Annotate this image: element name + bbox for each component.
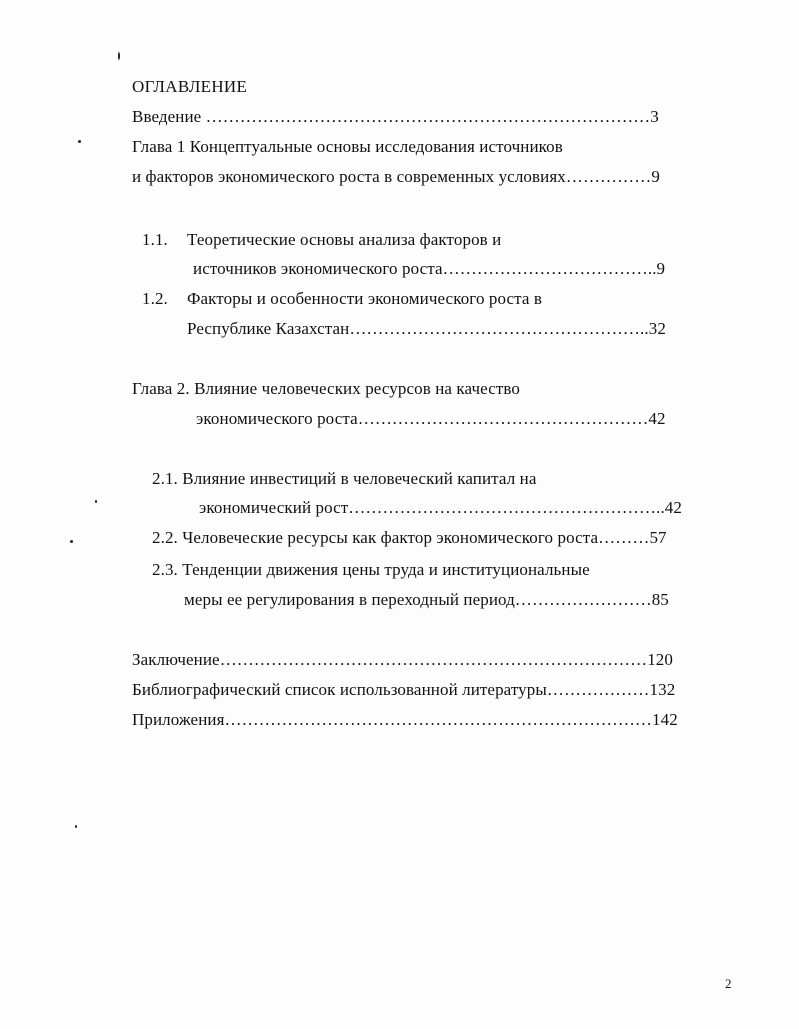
toc-section-number: 1.2. (142, 289, 168, 308)
toc-entry-section-1-1-line2: источников экономического роста………………………………..9 (193, 259, 666, 278)
toc-entry-section-2-1-line1: 2.1. Влияние инвестиций в человеческий капитал на (152, 469, 537, 488)
toc-entry-section-2-3-line1: 2.3. Тенденции движения цены труда и институциональные (152, 560, 590, 579)
scan-speck (70, 540, 73, 543)
toc-entry-chapter1-line2: и факторов экономического роста в современных условиях……………9 (132, 167, 660, 186)
scan-speck (95, 500, 97, 503)
toc-section-number: 1.1. (142, 230, 168, 249)
page-title: ОГЛАВЛЕНИЕ (132, 77, 248, 96)
toc-entry-section-2-3-line2: меры ее регулирования в переходный период……………………85 (184, 590, 669, 609)
scan-speck (75, 825, 77, 828)
scan-speck (78, 140, 81, 143)
toc-entry-section-1-2-line1: Факторы и особенности экономического роста в (187, 289, 543, 308)
scan-speck (118, 52, 120, 60)
toc-entry-chapter2-line1: Глава 2. Влияние человеческих ресурсов на качество (132, 379, 520, 398)
toc-entry-section-1-1-line1: Теоретические основы анализа факторов и (187, 230, 502, 249)
toc-entry-section-2-2: 2.2. Человеческие ресурсы как фактор экономического роста………57 (152, 528, 667, 547)
toc-entry-chapter1-line1: Глава 1 Концептуальные основы исследования источников (132, 137, 563, 156)
toc-entry-bibliography: Библиографический список использованной литературы………………132 (132, 680, 676, 699)
toc-entry-conclusion: Заключение…………………………………………………………………120 (132, 650, 673, 669)
toc-entry-section-1-2-line2: Республике Казахстан……………………………………………..32 (187, 319, 666, 338)
page-number: 2 (725, 976, 732, 991)
toc-entry-intro: Введение ……………………………………………………………………3 (132, 107, 659, 126)
toc-entry-appendices: Приложения…………………………………………………………………142 (132, 710, 678, 729)
toc-entry-chapter2-line2: экономического роста……………………………………………42 (196, 409, 666, 428)
toc-entry-section-2-1-line2: экономический рост………………………………………………..42 (199, 498, 682, 517)
